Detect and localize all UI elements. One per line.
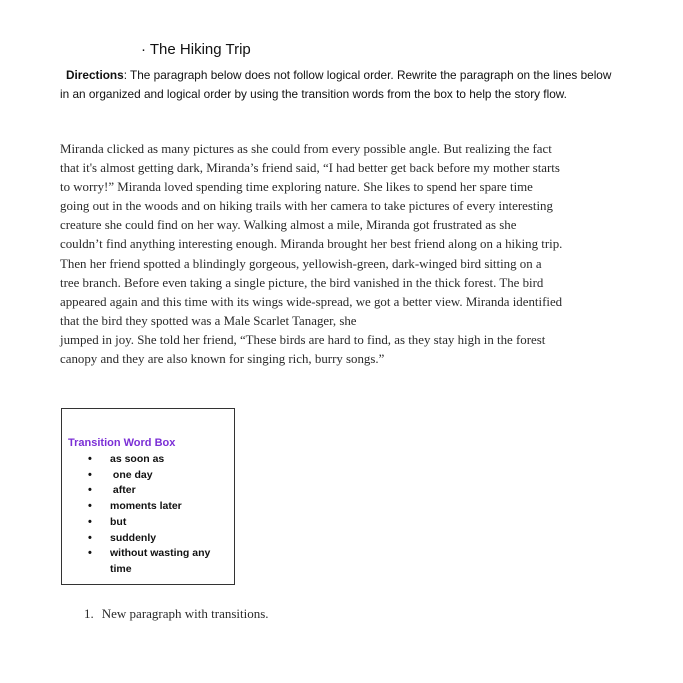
word-text: without wasting any time	[110, 547, 211, 575]
word-list-item	[88, 546, 234, 577]
bullet-icon: •	[88, 484, 92, 497]
page-title: · The Hiking Trip	[141, 41, 251, 58]
word-text: one day	[110, 468, 153, 481]
directions	[60, 66, 620, 103]
directions-text: : The paragraph below does not follow logical order. Rewrite the paragraph on the lines below in an organized and logical order by using the transition words from the box to help the story flow.	[60, 68, 612, 101]
question-item	[84, 606, 269, 622]
word-text: moments later	[110, 500, 182, 513]
word-list-item	[88, 483, 234, 499]
bullet-icon: •	[88, 500, 92, 513]
transition-word-box	[61, 408, 235, 585]
word-text: suddenly	[110, 531, 157, 544]
directions-label: Directions	[66, 68, 124, 82]
story-line: jumped in joy. She told her friend, “These birds are hard to find, as they stay high in the forest	[60, 332, 546, 347]
story-line: Then her friend spotted a blindingly gorgeous, yellowish-green, dark-winged bird sitting on a	[60, 256, 542, 271]
story-line: canopy and they are also known for singing rich, burry songs.”	[60, 352, 385, 367]
word-text: as soon as	[110, 453, 165, 465]
bullet-icon: •	[88, 531, 92, 544]
story-line: tree branch. Before even taking a single picture, the bird vanished in the thick forest. The bird	[60, 275, 544, 290]
story-line: that the bird they spotted was a Male Scarlet Tanager, she	[60, 313, 357, 328]
word-list-item	[88, 531, 234, 547]
story-line: Miranda clicked as many pictures as she could from every possible angle. But realizing the fact	[60, 142, 552, 156]
bullet-icon: •	[88, 468, 92, 481]
bullet-icon: •	[88, 515, 92, 528]
story-line: appeared again and this time with its wings wide-spread, we got a better view. Miranda identified	[60, 294, 563, 309]
story-line: going out in the woods and on hiking trails with her camera to take pictures of every interesting	[60, 199, 553, 214]
word-list	[88, 452, 234, 578]
story-paragraph	[60, 140, 620, 369]
bullet-icon: •	[88, 547, 92, 560]
story-line: couldn’t find anything interesting enough. Miranda brought her best friend along on a hiking trip.	[60, 237, 563, 252]
word-text: after	[110, 484, 136, 497]
story-line: that it's almost getting dark, Miranda’s friend said, “I had better get back before my mother starts	[60, 161, 560, 176]
word-list-item	[88, 499, 234, 515]
story-line: creature she could find on her way. Walking almost a mile, Miranda got frustrated as she	[60, 218, 517, 233]
word-list-item	[88, 452, 234, 468]
word-text: but	[110, 515, 127, 528]
word-list-item	[88, 515, 234, 531]
word-box-title: Transition Word Box	[68, 437, 176, 449]
story-line: to worry!” Miranda loved spending time exploring nature. She likes to spend her spare time	[60, 180, 533, 195]
question-text: New paragraph with transitions.	[101, 606, 269, 621]
question-number: 1.	[84, 606, 94, 621]
bullet-icon: •	[88, 453, 92, 465]
word-list-item	[88, 468, 234, 484]
